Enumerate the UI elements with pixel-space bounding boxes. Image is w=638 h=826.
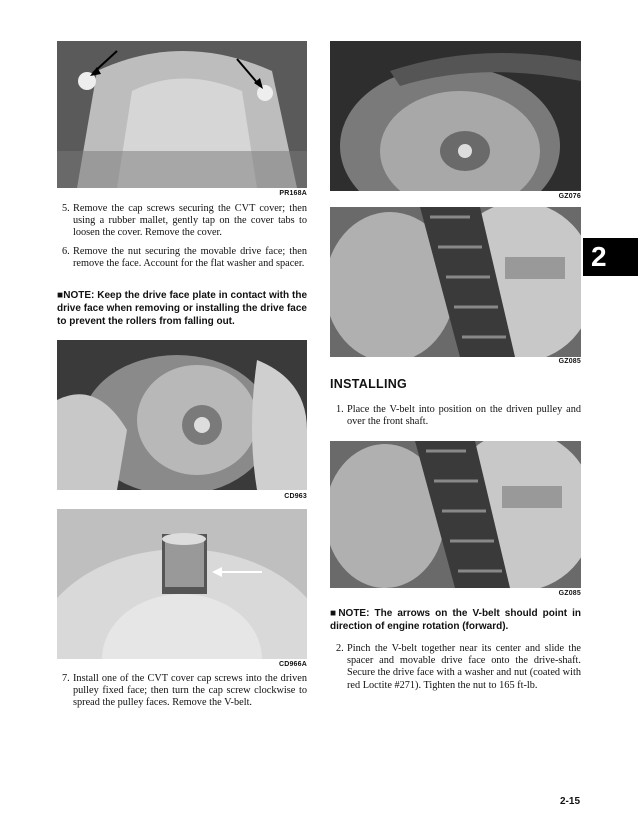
photo-v-belt-arrows [330,441,581,588]
step-text: Install one of the CVT cover cap screws into the driven pulley fixed face; then turn the cap screw clockwise to spread the pulley faces. Remove the V-belt. [73,673,307,709]
step-text: Place the V-belt into position on the driven pulley and over the front shaft. [347,404,581,428]
section-heading-installing: INSTALLING [330,377,408,391]
step-7 [62,673,307,710]
step-1 [336,404,581,428]
photo-driven-pulley [57,509,307,659]
figure-caption: CD963 [284,493,307,500]
photo-drive-face-removal [57,340,307,490]
step-number: 6. [62,246,70,257]
step-6 [62,246,307,270]
note-text: NOTE: The arrows on the V-belt should point in direction of engine rotation (forward). [330,608,581,632]
step-5 [62,203,307,240]
step-text: Remove the nut securing the movable drive face; then remove the face. Account for the flat washer and spacer. [73,246,307,270]
figure-caption: CD966A [278,661,307,668]
page-number: 2-15 [560,796,581,807]
note-marker: ■ [330,608,339,619]
note-text: NOTE: Keep the drive face plate in contact with the drive face when removing or installing the drive face to prevent the rollers from falling out. [57,290,308,327]
photo-cvt-cover [57,41,307,188]
note-marker: ■ [57,290,64,301]
note-v-belt-arrows [330,607,581,633]
step-2 [336,643,581,692]
step-number: 7. [62,673,70,684]
photo-drive-pulley [330,41,581,191]
figure-caption: GZ085 [558,590,581,597]
step-text: Pinch the V-belt together near its center and slide the spacer and movable drive face onto the drive-shaft. Secure the drive face with a washer and nut (coated with red Loctite #271). Tighten the nut to 165 ft-lb. [347,643,581,691]
step-number: 1. [336,404,344,415]
figure-caption: GZ076 [558,193,581,200]
section-tab: 2 [583,238,638,276]
photo-v-belt-installed [330,207,581,357]
step-number: 5. [62,203,70,214]
step-text: Remove the cap screws securing the CVT cover; then using a rubber mallet, gently tap on the cover tabs to loosen the cover. Remove the cover. [73,203,307,239]
step-number: 2. [336,643,344,654]
figure-caption: GZ085 [558,358,581,365]
note-drive-face [57,289,307,328]
figure-caption: PR168A [279,190,307,197]
